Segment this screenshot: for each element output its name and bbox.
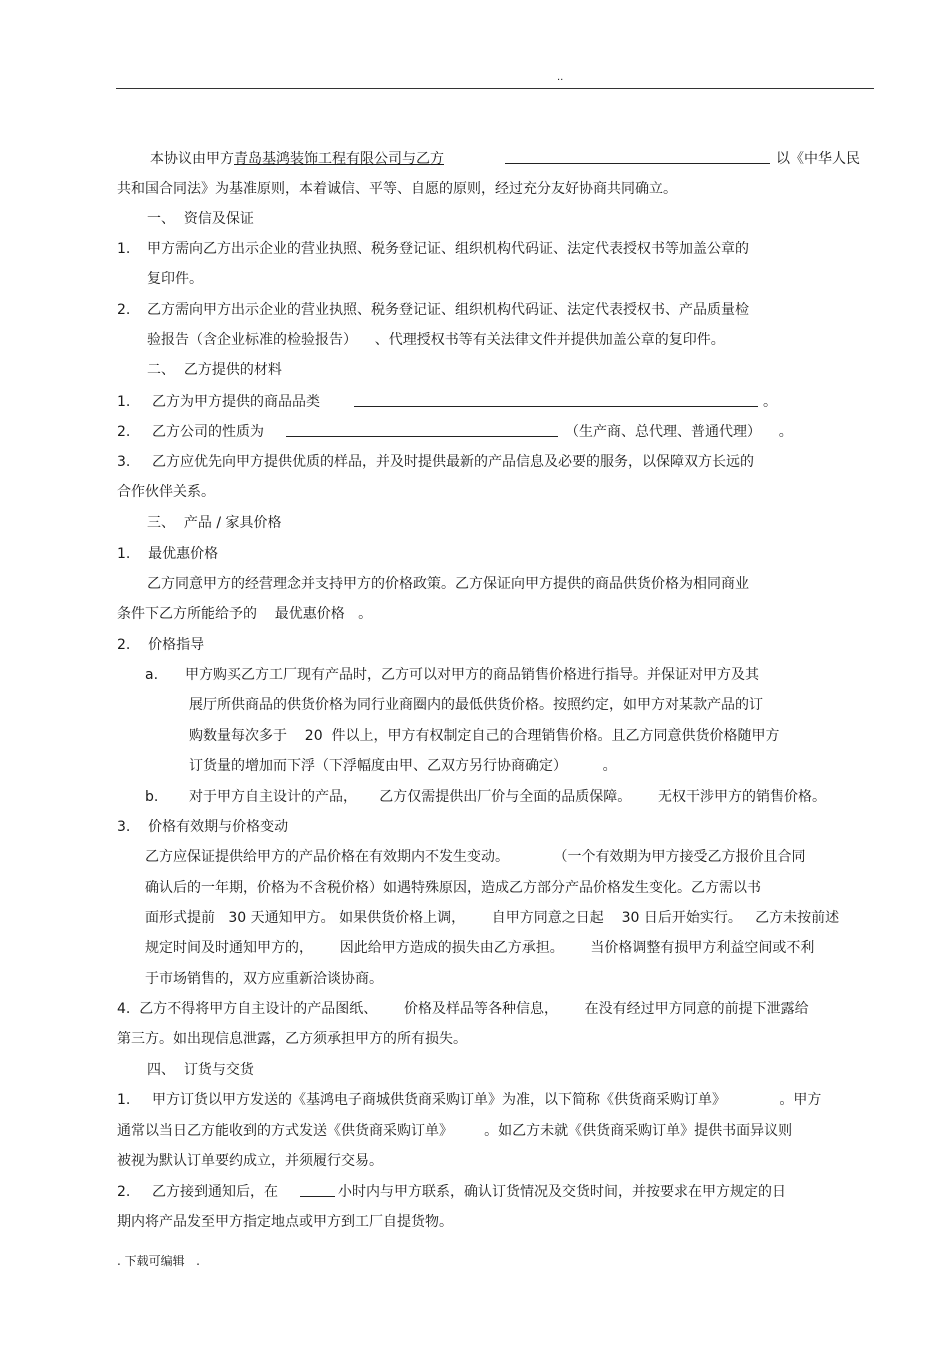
s3-sub-b-line-1: 对于甲方自主设计的产品， 乙方仅需提供出厂价与全面的品质保障。 无权干涉甲方的销售价格。: [189, 789, 826, 805]
s3-item-4-line-1: 4. 乙方不得将甲方自主设计的产品图纸、 价格及样品等各种信息， 在没有经过甲方同意的前提下泄露给: [117, 1001, 809, 1017]
s3-item-4-line-2: 第三方。如出现信息泄露，乙方须承担甲方的所有损失。: [117, 1031, 467, 1047]
s3-sub-a-line-1: 甲方购买乙方工厂现有产品时，乙方可以对甲方的商品销售价格进行指导。并保证对甲方及其: [185, 667, 759, 683]
s1-item-1-num: 1.: [117, 241, 131, 257]
s1-item-2-line-1: 乙方需向甲方出示企业的营业执照、税务登记证、组织机构代码证、法定代表授权书、产品质量检: [147, 302, 749, 318]
footer-text: . 下载可编辑 .: [117, 1254, 200, 1268]
section-3-heading: 三、 产品 / 家具价格: [147, 515, 282, 531]
intro-line-1: [150, 150, 444, 168]
intro-line-2: 共和国合同法》为基准原则，本着诚信、平等、自愿的原则，经过充分友好协商共同确立。: [117, 181, 677, 197]
s3-item-3-line-4: 规定时间及时通知甲方的， 因此给甲方造成的损失由乙方承担。 当价格调整有损甲方利益空间或不利: [145, 940, 815, 956]
s3-sub-b-mark: b.: [145, 789, 159, 805]
s4-item-1-line-3: 被视为默认订单要约成立，并须履行交易。: [117, 1153, 383, 1169]
intro-text-b: 以《中华人民: [776, 151, 860, 167]
s1-item-2-line-2: 验报告（含企业标准的检验报告） 、代理授权书等有关法律文件并提供加盖公章的复印件。: [147, 332, 725, 348]
header-rule: [116, 88, 874, 89]
s2-item-2-options: （生产商、总代理、普通代理） 。: [565, 424, 793, 440]
s3-item-3-line-2: 确认后的一年期，价格为不含税价格）如遇特殊原因，造成乙方部分产品价格发生变化。乙方需以书: [145, 880, 761, 896]
s2-item-1-end: 。: [763, 394, 777, 410]
s1-item-1-line-1: 甲方需向乙方出示企业的营业执照、税务登记证、组织机构代码证、法定代表授权书等加盖公章的: [147, 241, 749, 257]
s4-item-1-line-1: 甲方订货以甲方发送的《基鸿电子商城供货商采购订单》为准，以下简称《供货商采购订单》 。甲方: [152, 1092, 822, 1108]
s2-item-1-text: 乙方为甲方提供的商品品类: [152, 394, 320, 410]
s2-item-1-num: 1.: [117, 394, 131, 410]
party-b-blank: [505, 150, 770, 164]
hours-blank: [300, 1183, 335, 1197]
s3-sub-a-line-4: 订货量的增加而下浮（下浮幅度由甲、乙双方另行协商确定） 。: [189, 758, 617, 774]
company-name: 青岛基鸿装饰工程有限公司与乙方: [234, 151, 444, 167]
s3-sub-a-mark: a.: [145, 667, 159, 683]
product-category-blank: [354, 393, 758, 407]
s3-item-2-title: 2. 价格指导: [117, 637, 205, 653]
section-2-heading: 二、 乙方提供的材料: [147, 362, 282, 378]
s4-item-2-text-b: 小时内与甲方联系，确认订货情况及交货时间，并按要求在甲方规定的日: [338, 1184, 786, 1200]
s2-item-3-line-1: 乙方应优先向甲方提供优质的样品，并及时提供最新的产品信息及必要的服务，以保障双方长远的: [152, 454, 754, 470]
s3-sub-a-line-3: 购数量每次多于 20 件以上，甲方有权制定自己的合理销售价格。且乙方同意供货价格随甲方: [189, 728, 780, 744]
s3-item-3-line-3: 面形式提前 30 天通知甲方。 如果供货价格上调， 自甲方同意之日起 30 日后开始实行。 乙方未按前述: [145, 910, 840, 926]
s2-item-2-text: 乙方公司的性质为: [152, 424, 264, 440]
s3-item-1-line-2: 条件下乙方所能给予的 最优惠价格 。: [117, 606, 373, 622]
s3-item-3-title: 3. 价格有效期与价格变动: [117, 819, 289, 835]
s4-item-2-num: 2.: [117, 1184, 131, 1200]
s2-item-3-line-2: 合作伙伴关系。: [117, 484, 215, 500]
s3-item-1-title: 1. 最优惠价格: [117, 546, 219, 562]
s3-item-3-line-1: 乙方应保证提供给甲方的产品价格在有效期内不发生变动。 （一个有效期为甲方接受乙方报价且合同: [145, 849, 806, 865]
section-4-heading: 四、 订货与交货: [147, 1062, 254, 1078]
s1-item-1-line-2: 复印件。: [147, 271, 203, 287]
s4-item-2-text-a: 乙方接到通知后，在: [152, 1184, 278, 1200]
company-nature-blank: [286, 423, 558, 437]
intro-text-a: 本协议由甲方: [150, 151, 234, 167]
s2-item-2-num: 2.: [117, 424, 131, 440]
s4-item-1-line-2: 通常以当日乙方能收到的方式发送《供货商采购订单》 。如乙方未就《供货商采购订单》提供书面异议则: [117, 1123, 793, 1139]
header-mark: ..: [557, 72, 564, 83]
s2-item-3-num: 3.: [117, 454, 131, 470]
s4-item-1-num: 1.: [117, 1092, 131, 1108]
s3-item-3-line-5: 于市场销售的，双方应重新洽谈协商。: [145, 971, 383, 987]
s3-item-1-line-1: 乙方同意甲方的经营理念并支持甲方的价格政策。乙方保证向甲方提供的商品供货价格为相同商业: [147, 576, 749, 592]
s4-item-2-line-2: 期内将产品发至甲方指定地点或甲方到工厂自提货物。: [117, 1214, 453, 1230]
s1-item-2-num: 2.: [117, 302, 131, 318]
section-1-heading: 一、 资信及保证: [147, 211, 254, 227]
s3-sub-a-line-2: 展厅所供商品的供货价格为同行业商圈内的最低供货价格。按照约定，如甲方对某款产品的订: [189, 697, 763, 713]
